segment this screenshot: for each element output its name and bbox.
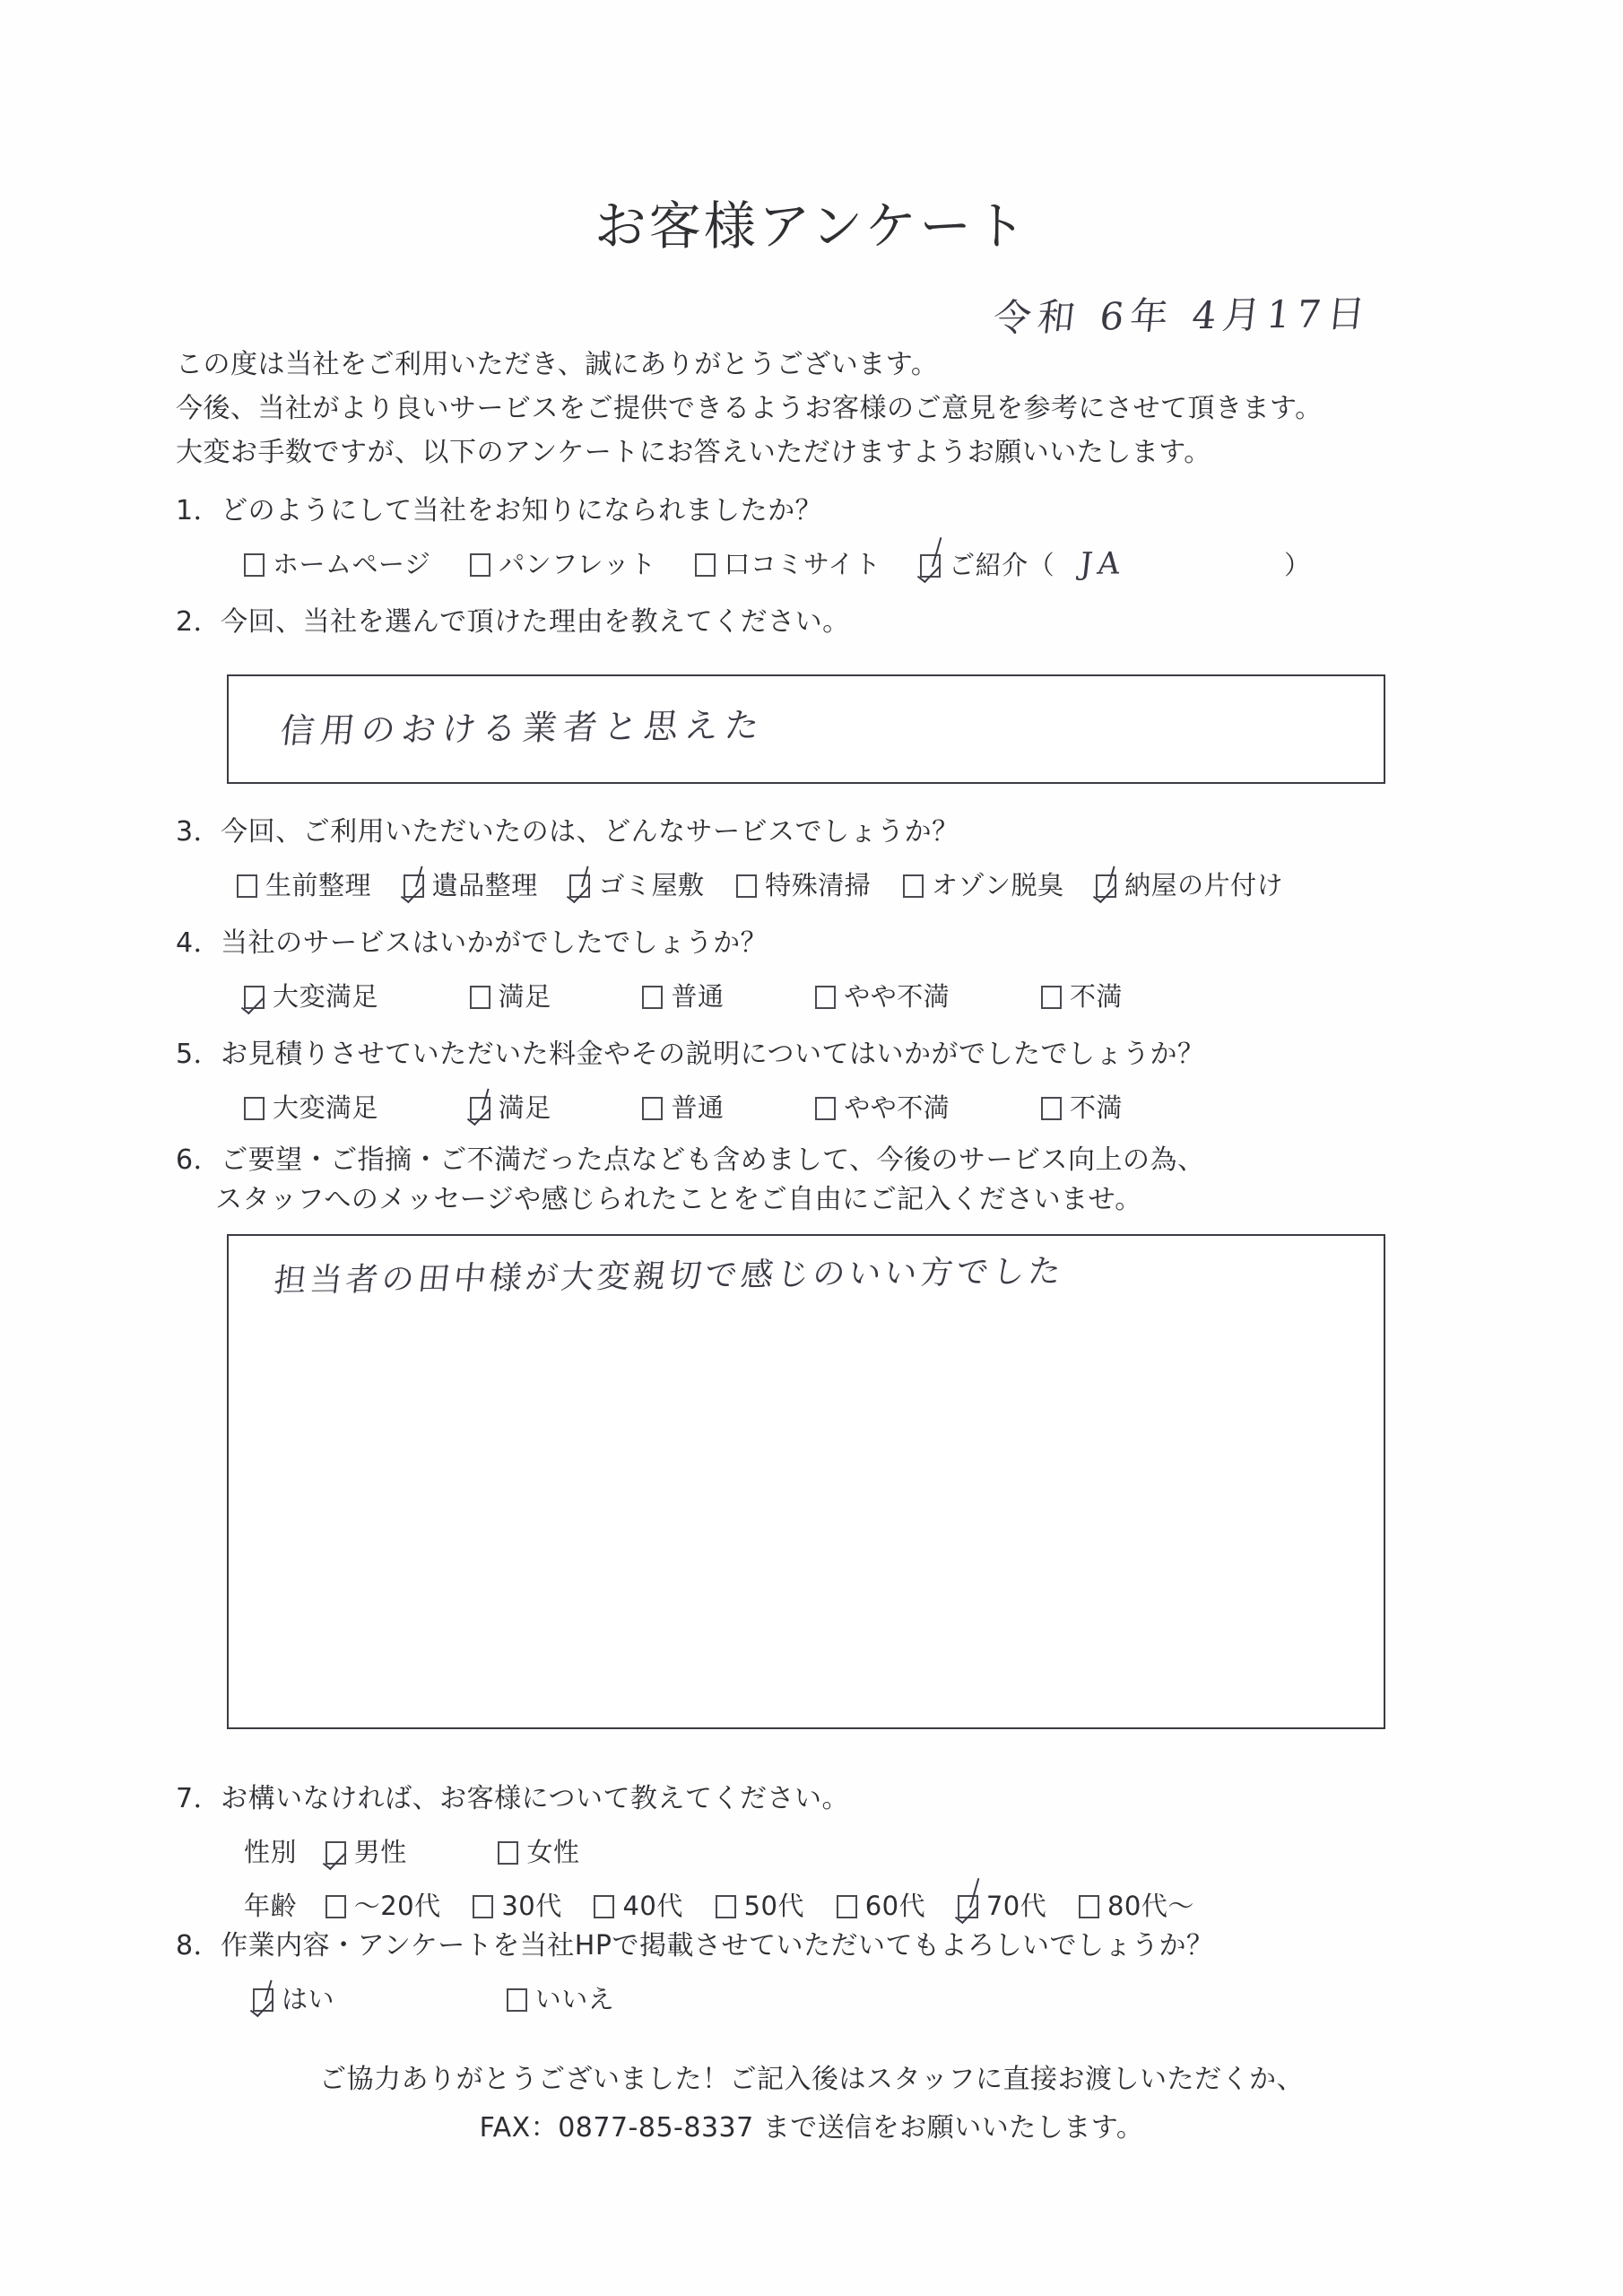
q4-option-label: 大変満足	[273, 981, 379, 1012]
question-3-options	[176, 865, 1485, 906]
age-option-label: 60代	[864, 1891, 926, 1921]
question-3-title	[176, 813, 1485, 852]
question-5-options	[176, 1087, 1485, 1128]
q5-option-slightly-dissatisfied[interactable]	[815, 1087, 950, 1128]
q8-option-label: いいえ	[534, 1984, 615, 2014]
q4-option-very-satisfied[interactable]	[244, 976, 378, 1017]
q5-option-normal[interactable]	[642, 1087, 724, 1128]
age-option-label: 30代	[501, 1891, 562, 1921]
age-option-50s[interactable]	[716, 1885, 804, 1926]
checkbox-icon[interactable]	[237, 874, 257, 898]
q5-option-label: やや不満	[844, 1092, 950, 1123]
checkbox-checked-icon[interactable]	[244, 986, 265, 1009]
question-2-text: 今回、当社を選んで頂けた理由を教えてください。	[221, 606, 850, 638]
checkbox-icon[interactable]	[837, 1895, 857, 1918]
q3-option-gomi-yashiki[interactable]	[569, 865, 704, 906]
checkbox-icon[interactable]	[498, 1841, 518, 1865]
question-4-number: 4．	[176, 927, 221, 959]
q8-option-yes[interactable]	[253, 1979, 334, 2020]
age-option-80s-plus[interactable]	[1079, 1885, 1194, 1926]
question-7-gender-row	[176, 1831, 1485, 1873]
q3-option-label: オゾン脱臭	[931, 870, 1064, 900]
gender-option-male[interactable]	[325, 1831, 407, 1873]
gender-option-label: 女性	[526, 1837, 580, 1867]
question-2-title	[176, 603, 1485, 642]
question-8-title	[176, 1926, 1485, 1966]
question-2	[176, 603, 1485, 642]
age-label: 年齢	[244, 1891, 298, 1921]
gender-option-female[interactable]	[498, 1831, 579, 1873]
age-option-60s[interactable]	[837, 1885, 925, 1926]
question-8	[176, 1926, 1485, 2020]
checkbox-icon[interactable]	[815, 986, 836, 1009]
q3-option-label: 納屋の片付け	[1124, 870, 1284, 900]
question-2-answer-box[interactable]	[227, 674, 1385, 784]
question-3-number: 3．	[176, 816, 221, 848]
age-option-under-20s[interactable]	[325, 1885, 441, 1926]
q5-option-label: 大変満足	[273, 1092, 379, 1123]
question-2-number: 2．	[176, 606, 221, 638]
q4-option-label: 満足	[498, 981, 551, 1012]
question-2-handwritten-answer: 信用のおける業者と思えた	[278, 705, 768, 752]
q4-option-dissatisfied[interactable]	[1041, 976, 1123, 1017]
checkbox-icon[interactable]	[473, 1895, 493, 1918]
q8-option-no[interactable]	[507, 1979, 615, 2020]
question-4-title	[176, 924, 1485, 963]
question-1	[176, 491, 1485, 586]
q1-referral-handwritten-value: JA	[1078, 545, 1128, 583]
intro-line-1: この度は当社をご利用いただき、誠にありがとうございます。	[176, 349, 939, 380]
q1-option-label: 口コミサイト	[724, 549, 881, 579]
question-4-options	[176, 976, 1485, 1017]
footer-fax: FAX：0877-85-8337 まで送信をお願いいたします。	[479, 2112, 1144, 2144]
question-3	[176, 813, 1485, 906]
checkbox-icon[interactable]	[244, 1097, 265, 1120]
q3-option-ozone-datsushu[interactable]	[903, 865, 1064, 906]
checkbox-icon[interactable]	[1041, 1097, 1062, 1120]
q3-option-naya-katazuke[interactable]	[1096, 865, 1283, 906]
handwritten-date: 令和 6年 4月17日	[991, 291, 1374, 341]
checkbox-icon[interactable]	[695, 553, 716, 577]
checkbox-icon[interactable]	[903, 874, 924, 898]
age-option-label: 40代	[622, 1891, 683, 1921]
q3-option-tokushu-seiso[interactable]	[736, 865, 871, 906]
question-6-handwritten-answer: 担当者の田中様が大変親切で感じのいい方でした	[272, 1253, 1067, 1300]
q8-option-label: はい	[282, 1984, 335, 2014]
checkbox-icon[interactable]	[594, 1895, 614, 1918]
checkbox-icon[interactable]	[507, 1988, 527, 2012]
gender-option-label: 男性	[353, 1837, 407, 1867]
checkbox-icon[interactable]	[642, 1097, 663, 1120]
age-option-70s[interactable]	[958, 1885, 1046, 1926]
q3-option-seizen-seiri[interactable]	[237, 865, 371, 906]
q3-option-label: ゴミ屋敷	[598, 870, 705, 900]
q4-option-satisfied[interactable]	[470, 976, 551, 1017]
checkbox-icon[interactable]	[325, 1895, 346, 1918]
q1-option-label: パンフレット	[499, 549, 656, 579]
age-option-label: ～20代	[353, 1891, 441, 1921]
question-7	[176, 1779, 1485, 1926]
checkbox-checked-icon[interactable]	[253, 1988, 273, 2012]
q5-option-very-satisfied[interactable]	[244, 1087, 378, 1128]
checkbox-checked-icon[interactable]	[920, 554, 941, 578]
q5-option-satisfied[interactable]	[470, 1087, 551, 1128]
question-5-text: お見積りさせていただいた料金やその説明についてはいかがでしたでしょうか？	[221, 1039, 1205, 1070]
q3-option-label: 生前整理	[265, 870, 372, 900]
q5-option-label: 普通	[671, 1092, 725, 1123]
checkbox-icon[interactable]	[1041, 986, 1062, 1009]
question-6-answer-box[interactable]	[227, 1234, 1385, 1729]
checkbox-checked-icon[interactable]	[569, 874, 590, 898]
q5-option-label: 不満	[1069, 1092, 1123, 1123]
checkbox-icon[interactable]	[815, 1097, 836, 1120]
checkbox-icon[interactable]	[736, 874, 757, 898]
age-option-label: 80代～	[1107, 1891, 1194, 1921]
q1-option-homepage[interactable]	[244, 544, 430, 585]
question-1-text: どのようにして当社をお知りになられましたか？	[221, 495, 823, 526]
question-7-text: お構いなければ、お客様について教えてください。	[221, 1783, 849, 1814]
question-6-title	[176, 1141, 1485, 1180]
checkbox-icon[interactable]	[470, 553, 490, 577]
age-option-label: 50代	[743, 1891, 805, 1921]
question-5-title	[176, 1035, 1485, 1074]
question-6-text-line-1: ご要望・ご指摘・ご不満だった点なども含めまして、今後のサービス向上の為、	[221, 1144, 1205, 1176]
question-5	[176, 1035, 1485, 1128]
question-6-number: 6．	[176, 1144, 221, 1176]
age-option-30s[interactable]	[473, 1885, 561, 1926]
gender-label: 性別	[244, 1837, 298, 1867]
question-1-title	[176, 491, 1485, 531]
intro-paragraph	[176, 343, 1467, 474]
checkbox-icon[interactable]	[1079, 1895, 1099, 1918]
checkbox-checked-icon[interactable]	[404, 874, 424, 898]
q3-option-label: 遺品整理	[431, 870, 538, 900]
q4-option-label: 普通	[671, 981, 725, 1012]
age-option-40s[interactable]	[594, 1885, 682, 1926]
question-1-options	[176, 544, 1485, 586]
q1-referral-input[interactable]	[1055, 544, 1284, 586]
intro-line-2: 今後、当社がより良いサービスをご提供できるようお客様のご意見を参考にさせて頂きます。	[176, 393, 1323, 424]
q3-option-label: 特殊清掃	[765, 870, 872, 900]
question-3-text: 今回、ご利用いただいたのは、どんなサービスでしょうか？	[221, 816, 959, 848]
checkbox-icon[interactable]	[716, 1895, 736, 1918]
checkbox-checked-icon[interactable]	[1096, 874, 1116, 898]
question-8-options	[176, 1979, 1485, 2020]
q1-option-pamphlet[interactable]	[470, 544, 656, 585]
checkbox-icon[interactable]	[470, 986, 490, 1009]
q1-option-referral[interactable]	[920, 544, 1311, 586]
q1-referral-close-paren: ）	[1284, 550, 1311, 580]
q4-option-label: 不満	[1069, 981, 1123, 1012]
checkbox-checked-icon[interactable]	[958, 1895, 978, 1918]
q5-option-label: 満足	[498, 1092, 551, 1123]
question-8-number: 8．	[176, 1930, 221, 1961]
question-7-age-row	[176, 1885, 1485, 1926]
q5-option-dissatisfied[interactable]	[1041, 1087, 1123, 1128]
question-7-title	[176, 1779, 1485, 1819]
page-title: お客様アンケート	[594, 196, 1029, 257]
checkbox-icon[interactable]	[244, 553, 265, 577]
question-1-number: 1．	[176, 495, 221, 526]
question-7-number: 7．	[176, 1783, 221, 1814]
question-8-text: 作業内容・アンケートを当社HPで掲載させていただいてもよろしいでしょうか？	[221, 1930, 1214, 1961]
question-4-text: 当社のサービスはいかがでしたでしょうか？	[221, 927, 768, 959]
age-option-label: 70代	[985, 1891, 1047, 1921]
q3-option-ihin-seiri[interactable]	[404, 865, 538, 906]
q4-option-slightly-dissatisfied[interactable]	[815, 976, 950, 1017]
q4-option-label: やや不満	[844, 981, 950, 1012]
q1-referral-open-paren: （	[1028, 550, 1055, 580]
q1-option-review-site[interactable]	[695, 544, 881, 585]
q1-option-label: ホームページ	[273, 549, 431, 579]
question-6-text-line-2: スタッフへのメッセージや感じられたことをご自由にご記入くださいませ。	[215, 1184, 1142, 1215]
question-4	[176, 924, 1485, 1017]
q1-option-label: ご紹介	[949, 550, 1028, 580]
question-6	[176, 1141, 1485, 1220]
checkbox-icon[interactable]	[642, 986, 663, 1009]
intro-line-3: 大変お手数ですが、以下のアンケートにお答えいただけますようお願いいたします。	[176, 437, 1211, 468]
question-5-number: 5．	[176, 1039, 221, 1070]
footer-thanks: ご協力ありがとうございました！ご記入後はスタッフに直接お渡しいただくか、	[319, 2064, 1304, 2095]
checkbox-checked-icon[interactable]	[470, 1097, 490, 1120]
checkbox-checked-icon[interactable]	[325, 1841, 346, 1865]
q4-option-normal[interactable]	[642, 976, 724, 1017]
